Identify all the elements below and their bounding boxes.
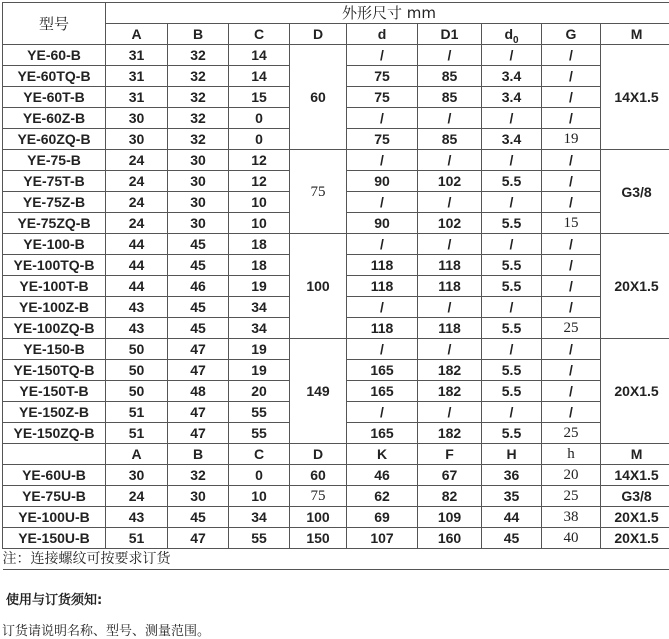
d0-cell: 5.5 bbox=[482, 171, 542, 192]
d1-cell: / bbox=[418, 192, 482, 213]
d0-cell: / bbox=[482, 108, 542, 129]
c-cell: 12 bbox=[229, 150, 290, 171]
g-cell: 19 bbox=[542, 129, 601, 150]
g-cell: / bbox=[542, 150, 601, 171]
model-cell: YE-60U-B bbox=[3, 465, 106, 486]
table-row bbox=[3, 486, 669, 507]
d-cell: 100 bbox=[290, 507, 347, 528]
c-cell: 19 bbox=[229, 339, 290, 360]
d0-cell: 5.5 bbox=[482, 360, 542, 381]
model-cell: YE-150ZQ-B bbox=[3, 423, 106, 444]
c-cell: 55 bbox=[229, 528, 290, 549]
d-small-cell: / bbox=[347, 108, 418, 129]
table-row bbox=[3, 465, 669, 486]
g-cell: / bbox=[542, 339, 601, 360]
a-cell: 50 bbox=[106, 339, 168, 360]
d0-cell: 3.4 bbox=[482, 129, 542, 150]
d1-cell: 102 bbox=[418, 171, 482, 192]
b-cell: 32 bbox=[168, 465, 229, 486]
table-row bbox=[3, 45, 669, 66]
d0-cell: 3.4 bbox=[482, 87, 542, 108]
model-cell: YE-100Z-B bbox=[3, 297, 106, 318]
g-cell: 25 bbox=[542, 423, 601, 444]
c-cell: 55 bbox=[229, 402, 290, 423]
g-cell: / bbox=[542, 255, 601, 276]
model-cell: YE-60TQ-B bbox=[3, 66, 106, 87]
b-cell: 32 bbox=[168, 45, 229, 66]
u-col-header-a: A bbox=[106, 444, 168, 465]
notice-title: 使用与订货须知: bbox=[6, 593, 103, 608]
c-cell: 19 bbox=[229, 276, 290, 297]
a-cell: 24 bbox=[106, 213, 168, 234]
table-row bbox=[3, 234, 669, 255]
u-col-header-f: F bbox=[418, 444, 482, 465]
b-cell: 30 bbox=[168, 192, 229, 213]
c-cell: 55 bbox=[229, 423, 290, 444]
m-cell: 20X1.5 bbox=[601, 507, 669, 528]
a-cell: 43 bbox=[106, 507, 168, 528]
b-cell: 48 bbox=[168, 381, 229, 402]
k-cell: 46 bbox=[347, 465, 418, 486]
b-cell: 45 bbox=[168, 507, 229, 528]
d0-cell: / bbox=[482, 45, 542, 66]
c-cell: 10 bbox=[229, 192, 290, 213]
c-cell: 15 bbox=[229, 87, 290, 108]
d-small-cell: / bbox=[347, 234, 418, 255]
d0-cell: 5.5 bbox=[482, 318, 542, 339]
model-cell: YE-75Z-B bbox=[3, 192, 106, 213]
model-cell: YE-100TQ-B bbox=[3, 255, 106, 276]
a-cell: 24 bbox=[106, 150, 168, 171]
model-cell: YE-100U-B bbox=[3, 507, 106, 528]
m-cell: 14X1.5 bbox=[601, 45, 669, 150]
c-cell: 19 bbox=[229, 360, 290, 381]
col-header-d-small: d bbox=[347, 24, 418, 45]
a-cell: 51 bbox=[106, 528, 168, 549]
d0-cell: 5.5 bbox=[482, 423, 542, 444]
a-cell: 51 bbox=[106, 423, 168, 444]
d-small-cell: / bbox=[347, 150, 418, 171]
model-cell: YE-150T-B bbox=[3, 381, 106, 402]
model-cell: YE-75U-B bbox=[3, 486, 106, 507]
table-row bbox=[3, 150, 669, 171]
model-header: 型号 bbox=[3, 3, 106, 45]
b-cell: 32 bbox=[168, 87, 229, 108]
col-header-m: M bbox=[601, 24, 669, 45]
u-col-header-k: K bbox=[347, 444, 418, 465]
d1-cell: 85 bbox=[418, 87, 482, 108]
d-small-cell: / bbox=[347, 192, 418, 213]
c-cell: 0 bbox=[229, 108, 290, 129]
b-cell: 30 bbox=[168, 150, 229, 171]
b-cell: 32 bbox=[168, 66, 229, 87]
d-small-cell: 165 bbox=[347, 381, 418, 402]
model-cell: YE-75ZQ-B bbox=[3, 213, 106, 234]
m-cell: 20X1.5 bbox=[601, 528, 669, 549]
u-col-header-h: H bbox=[482, 444, 542, 465]
table-row bbox=[3, 339, 669, 360]
col-header-c: C bbox=[229, 24, 290, 45]
model-cell: YE-100ZQ-B bbox=[3, 318, 106, 339]
d0-cell: 5.5 bbox=[482, 276, 542, 297]
d-cell: 100 bbox=[290, 234, 347, 339]
c-cell: 0 bbox=[229, 129, 290, 150]
c-cell: 0 bbox=[229, 465, 290, 486]
c-cell: 20 bbox=[229, 381, 290, 402]
model-cell: YE-100-B bbox=[3, 234, 106, 255]
m-cell: 20X1.5 bbox=[601, 339, 669, 444]
d1-cell: 118 bbox=[418, 276, 482, 297]
model-cell: YE-100T-B bbox=[3, 276, 106, 297]
d1-cell: / bbox=[418, 339, 482, 360]
c-cell: 34 bbox=[229, 507, 290, 528]
u-col-header-h-small: h bbox=[542, 444, 601, 465]
model-cell: YE-60ZQ-B bbox=[3, 129, 106, 150]
d-cell: 60 bbox=[290, 465, 347, 486]
g-cell: / bbox=[542, 360, 601, 381]
table-row bbox=[3, 528, 669, 549]
u-col-header-b: B bbox=[168, 444, 229, 465]
a-cell: 31 bbox=[106, 45, 168, 66]
d-cell: 149 bbox=[290, 339, 347, 444]
model-cell: YE-60T-B bbox=[3, 87, 106, 108]
dim-header: 外形尺寸 mm bbox=[106, 3, 669, 24]
d1-cell: / bbox=[418, 45, 482, 66]
d0-cell: / bbox=[482, 234, 542, 255]
model-cell: YE-75-B bbox=[3, 150, 106, 171]
d-small-cell: 90 bbox=[347, 213, 418, 234]
g-cell: / bbox=[542, 381, 601, 402]
d-small-cell: 118 bbox=[347, 318, 418, 339]
f-cell: 160 bbox=[418, 528, 482, 549]
g-cell: / bbox=[542, 297, 601, 318]
model-cell: YE-150U-B bbox=[3, 528, 106, 549]
g-cell: / bbox=[542, 66, 601, 87]
d1-cell: 118 bbox=[418, 318, 482, 339]
d1-cell: / bbox=[418, 234, 482, 255]
model-cell: YE-60-B bbox=[3, 45, 106, 66]
h-small-cell: 38 bbox=[542, 507, 601, 528]
b-cell: 47 bbox=[168, 360, 229, 381]
d1-cell: / bbox=[418, 108, 482, 129]
c-cell: 14 bbox=[229, 45, 290, 66]
b-cell: 45 bbox=[168, 255, 229, 276]
b-cell: 45 bbox=[168, 318, 229, 339]
b-cell: 45 bbox=[168, 297, 229, 318]
f-cell: 109 bbox=[418, 507, 482, 528]
g-cell: 15 bbox=[542, 213, 601, 234]
a-cell: 50 bbox=[106, 360, 168, 381]
d-small-cell: 118 bbox=[347, 276, 418, 297]
b-cell: 30 bbox=[168, 213, 229, 234]
m-cell: 14X1.5 bbox=[601, 465, 669, 486]
d-small-cell: / bbox=[347, 45, 418, 66]
model-cell: YE-150-B bbox=[3, 339, 106, 360]
a-cell: 30 bbox=[106, 108, 168, 129]
d-cell: 150 bbox=[290, 528, 347, 549]
m-cell: G3/8 bbox=[601, 150, 669, 234]
f-cell: 67 bbox=[418, 465, 482, 486]
h-cell: 36 bbox=[482, 465, 542, 486]
c-cell: 34 bbox=[229, 318, 290, 339]
notice-text: 订货请说明名称、型号、测量范围。 bbox=[2, 624, 211, 639]
c-cell: 14 bbox=[229, 66, 290, 87]
d-small-cell: 165 bbox=[347, 360, 418, 381]
d1-cell: 85 bbox=[418, 66, 482, 87]
col-header-d: D bbox=[290, 24, 347, 45]
a-cell: 44 bbox=[106, 276, 168, 297]
a-cell: 24 bbox=[106, 192, 168, 213]
d1-cell: 182 bbox=[418, 423, 482, 444]
d1-cell: 182 bbox=[418, 360, 482, 381]
d1-cell: 102 bbox=[418, 213, 482, 234]
d-cell: 75 bbox=[290, 150, 347, 234]
d0-cell: / bbox=[482, 402, 542, 423]
model-cell: YE-60Z-B bbox=[3, 108, 106, 129]
b-cell: 32 bbox=[168, 108, 229, 129]
b-cell: 47 bbox=[168, 339, 229, 360]
a-cell: 44 bbox=[106, 255, 168, 276]
model-cell: YE-150TQ-B bbox=[3, 360, 106, 381]
a-cell: 43 bbox=[106, 318, 168, 339]
d1-cell: 85 bbox=[418, 129, 482, 150]
c-cell: 10 bbox=[229, 213, 290, 234]
c-cell: 18 bbox=[229, 234, 290, 255]
d-small-cell: 165 bbox=[347, 423, 418, 444]
d-small-cell: / bbox=[347, 339, 418, 360]
u-header-row bbox=[3, 444, 669, 465]
g-cell: / bbox=[542, 276, 601, 297]
a-cell: 30 bbox=[106, 465, 168, 486]
model-cell: YE-150Z-B bbox=[3, 402, 106, 423]
h-small-cell: 25 bbox=[542, 486, 601, 507]
u-header-blank bbox=[3, 444, 106, 465]
a-cell: 31 bbox=[106, 66, 168, 87]
col-header-g: G bbox=[542, 24, 601, 45]
u-col-header-c: C bbox=[229, 444, 290, 465]
d1-cell: / bbox=[418, 150, 482, 171]
c-cell: 10 bbox=[229, 486, 290, 507]
c-cell: 12 bbox=[229, 171, 290, 192]
d-small-cell: / bbox=[347, 402, 418, 423]
g-cell: / bbox=[542, 171, 601, 192]
m-cell: G3/8 bbox=[601, 486, 669, 507]
spec-table bbox=[2, 2, 669, 570]
d0-cell: 5.5 bbox=[482, 381, 542, 402]
c-cell: 18 bbox=[229, 255, 290, 276]
d0-cell: 5.5 bbox=[482, 255, 542, 276]
c-cell: 34 bbox=[229, 297, 290, 318]
b-cell: 47 bbox=[168, 423, 229, 444]
b-cell: 46 bbox=[168, 276, 229, 297]
d0-cell: / bbox=[482, 339, 542, 360]
a-cell: 31 bbox=[106, 87, 168, 108]
d-small-cell: 90 bbox=[347, 171, 418, 192]
d0-cell: / bbox=[482, 297, 542, 318]
g-cell: / bbox=[542, 108, 601, 129]
k-cell: 62 bbox=[347, 486, 418, 507]
model-cell: YE-75T-B bbox=[3, 171, 106, 192]
g-cell: / bbox=[542, 192, 601, 213]
header-row-1 bbox=[3, 3, 669, 24]
note-row bbox=[3, 549, 669, 570]
d1-cell: / bbox=[418, 402, 482, 423]
d-small-cell: / bbox=[347, 297, 418, 318]
g-cell: / bbox=[542, 234, 601, 255]
col-header-a: A bbox=[106, 24, 168, 45]
a-cell: 43 bbox=[106, 297, 168, 318]
g-cell: / bbox=[542, 45, 601, 66]
k-cell: 107 bbox=[347, 528, 418, 549]
u-col-header-m: M bbox=[601, 444, 669, 465]
m-cell: 20X1.5 bbox=[601, 234, 669, 339]
note-text: 注：连接螺纹可按要求订货 bbox=[3, 549, 669, 570]
g-cell: / bbox=[542, 402, 601, 423]
d1-cell: 118 bbox=[418, 255, 482, 276]
u-col-header-d: D bbox=[290, 444, 347, 465]
b-cell: 45 bbox=[168, 234, 229, 255]
d0-cell: 3.4 bbox=[482, 66, 542, 87]
d0-cell: / bbox=[482, 150, 542, 171]
col-header-d0: $d_0$ bbox=[482, 24, 542, 45]
g-cell: 25 bbox=[542, 318, 601, 339]
k-cell: 69 bbox=[347, 507, 418, 528]
g-cell: / bbox=[542, 87, 601, 108]
b-cell: 30 bbox=[168, 171, 229, 192]
a-cell: 30 bbox=[106, 129, 168, 150]
d0-cell: / bbox=[482, 192, 542, 213]
d-small-cell: 75 bbox=[347, 87, 418, 108]
d-small-cell: 75 bbox=[347, 129, 418, 150]
b-cell: 30 bbox=[168, 486, 229, 507]
table-row bbox=[3, 507, 669, 528]
col-header-d1: D1 bbox=[418, 24, 482, 45]
b-cell: 47 bbox=[168, 402, 229, 423]
a-cell: 24 bbox=[106, 486, 168, 507]
f-cell: 82 bbox=[418, 486, 482, 507]
col-header-b: B bbox=[168, 24, 229, 45]
d1-cell: 182 bbox=[418, 381, 482, 402]
d-cell: 60 bbox=[290, 45, 347, 150]
a-cell: 44 bbox=[106, 234, 168, 255]
a-cell: 24 bbox=[106, 171, 168, 192]
h-cell: 44 bbox=[482, 507, 542, 528]
h-small-cell: 40 bbox=[542, 528, 601, 549]
d-cell: 75 bbox=[290, 486, 347, 507]
a-cell: 51 bbox=[106, 402, 168, 423]
h-cell: 35 bbox=[482, 486, 542, 507]
d1-cell: / bbox=[418, 297, 482, 318]
d-small-cell: 75 bbox=[347, 66, 418, 87]
b-cell: 47 bbox=[168, 528, 229, 549]
d0-cell: 5.5 bbox=[482, 213, 542, 234]
b-cell: 32 bbox=[168, 129, 229, 150]
a-cell: 50 bbox=[106, 381, 168, 402]
d-small-cell: 118 bbox=[347, 255, 418, 276]
h-cell: 45 bbox=[482, 528, 542, 549]
h-small-cell: 20 bbox=[542, 465, 601, 486]
